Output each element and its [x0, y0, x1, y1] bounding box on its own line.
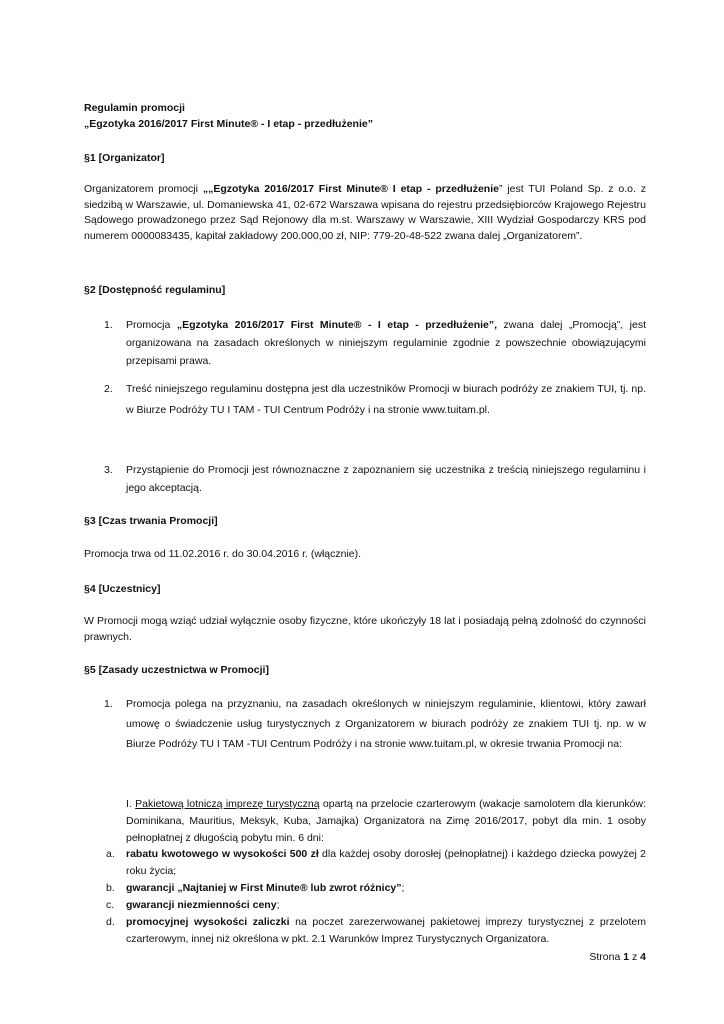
page-number-sep: z — [629, 951, 641, 963]
alpha-item-bold: gwarancji niezmienności ceny — [126, 899, 277, 911]
text-run: ; — [401, 882, 405, 894]
text-run: Promocja — [126, 319, 177, 331]
section-3-heading: §3 [Czas trwania Promocji] — [84, 515, 218, 527]
page-number — [566, 950, 646, 964]
section-2-heading: §2 [Dostępność regulaminu] — [84, 284, 226, 296]
organizer-text-a: Organizatorem promocji — [84, 183, 203, 195]
sub-item-I — [126, 796, 646, 847]
list-item-text — [126, 316, 646, 370]
package-tour-underlined: Pakietową lotniczą imprezę turystyczną — [135, 798, 320, 810]
organizer-paragraph — [84, 182, 646, 244]
list-item-text: Treść niniejszego regulaminu dostępna jest dla uczestników Promocji w biurach podróży ze znakiem TUI, tj. np. w Biurze Podróży TU I TAM - TUI Centrum Podróży i na stronie www.tuitam.pl. — [126, 383, 646, 416]
text-run: zwana dalej „Promocją”, jest organizowana na zasadach określonych w niniejszym regulaminie zgodnie z powszechnie obowiązującymi przepisami prawa. — [126, 319, 646, 367]
alpha-item-text — [126, 846, 646, 880]
document-subtitle: „Egzotyka 2016/2017 First Minute® - I etap - przedłużenie” — [84, 118, 373, 130]
list-item-number: 3. — [104, 464, 113, 476]
page-number-label: Strona — [589, 951, 624, 963]
alpha-item-bold: gwarancji „Najtaniej w First Minute® lub zwrot różnicy” — [126, 882, 402, 894]
page-total: 4 — [640, 951, 646, 963]
list-item-number: 1. — [104, 698, 113, 710]
sub-item-prefix: I. — [126, 798, 136, 810]
alpha-item-text — [126, 897, 646, 914]
promo-name-bold: „Egzotyka 2016/2017 First Minute® - I etap - przedłużenie”, — [176, 319, 498, 331]
text-run: dla każdej osoby dorosłej (pełnopłatnej) i każdego dziecka powyżej 2 roku życia; — [126, 848, 646, 877]
list-item-number: 1. — [104, 319, 113, 331]
section-1-heading: §1 [Organizator] — [84, 152, 165, 164]
list-item-text: Przystąpienie do Promocji jest równoznaczne z zapoznaniem się uczestnika z treścią niniejszego regulaminu i jego akceptacją. — [126, 464, 646, 494]
alpha-item-text — [126, 880, 646, 897]
list-item-number: 2. — [104, 383, 113, 395]
duration-paragraph: Promocja trwa od 11.02.2016 r. do 30.04.2016 r. (włącznie). — [84, 548, 362, 560]
alpha-item-text — [126, 914, 646, 948]
text-run: ; — [276, 899, 280, 911]
participants-paragraph: W Promocji mogą wziąć udział wyłącznie osoby fizyczne, które ukończyły 18 lat i posiadają pełną zdolność do czynności prawnych. — [84, 615, 646, 643]
page-current: 1 — [623, 951, 630, 963]
list-item-text: Promocja polega na przyznaniu, na zasadach określonych w niniejszym regulaminie, klientowi, który zawarł umowę o świadczenie usług turystycznych z Organizatorem w biurach podróży ze znakiem TUI tj. np. w w Biurze Podróży TU I TAM -TUI Centrum Podróży i na stronie www.tuitam.pl, w okresie trwania Promocji na: — [126, 698, 646, 750]
alpha-item-letter: c. — [106, 899, 115, 911]
text-run: na poczet zarezerwowanej pakietowej imprezy turystycznej z przelotem czarterowym, innej niż określona w pkt. 2.1 Warunków Imprez Turystycznych Organizatora. — [126, 916, 646, 945]
alpha-item-bold: promocyjnej wysokości zaliczki — [126, 916, 290, 928]
text-run: opartą na przelocie czarterowym (wakacje samolotem dla kierunków: Dominikana, Mauritius, Meksyk, Kuba, Jamajka) Organizatora na Zimę 2016/2017, pobyt dla min. 1 osoby pełnopłatnej z długością pobytu min. 6 dni: — [126, 798, 646, 844]
alpha-item-letter: d. — [106, 916, 115, 928]
organizer-text-c: ” jest TUI Poland Sp. z o.o. z siedzibą w Warszawie, ul. Domaniewska 41, 02-672 Warszawa wpisana do rejestru przedsiębiorców Krajowego Rejestru Sądowego prowadzonego przez Sąd Rejonowy dla m.st. Warszawy w Warszawie, XIII Wydział Gospodarczy KRS pod numerem 0000083435, kapitał zakładowy 200.000,00 zł, NIP: 779-20-48-522 zwana dalej „Organizatorem”. — [84, 183, 646, 242]
alpha-item-letter: a. — [106, 848, 115, 860]
section-5-heading: §5 [Zasady uczestnictwa w Promocji] — [84, 664, 269, 676]
document-title: Regulamin promocji — [84, 102, 185, 114]
alpha-item-letter: b. — [106, 882, 115, 894]
section-4-heading: §4 [Uczestnicy] — [84, 583, 161, 595]
alpha-item-bold: rabatu kwotowego w wysokości 500 zł — [126, 848, 319, 860]
organizer-promo-name: „„Egzotyka 2016/2017 First Minute® I etap - przedłużenie — [202, 183, 499, 195]
